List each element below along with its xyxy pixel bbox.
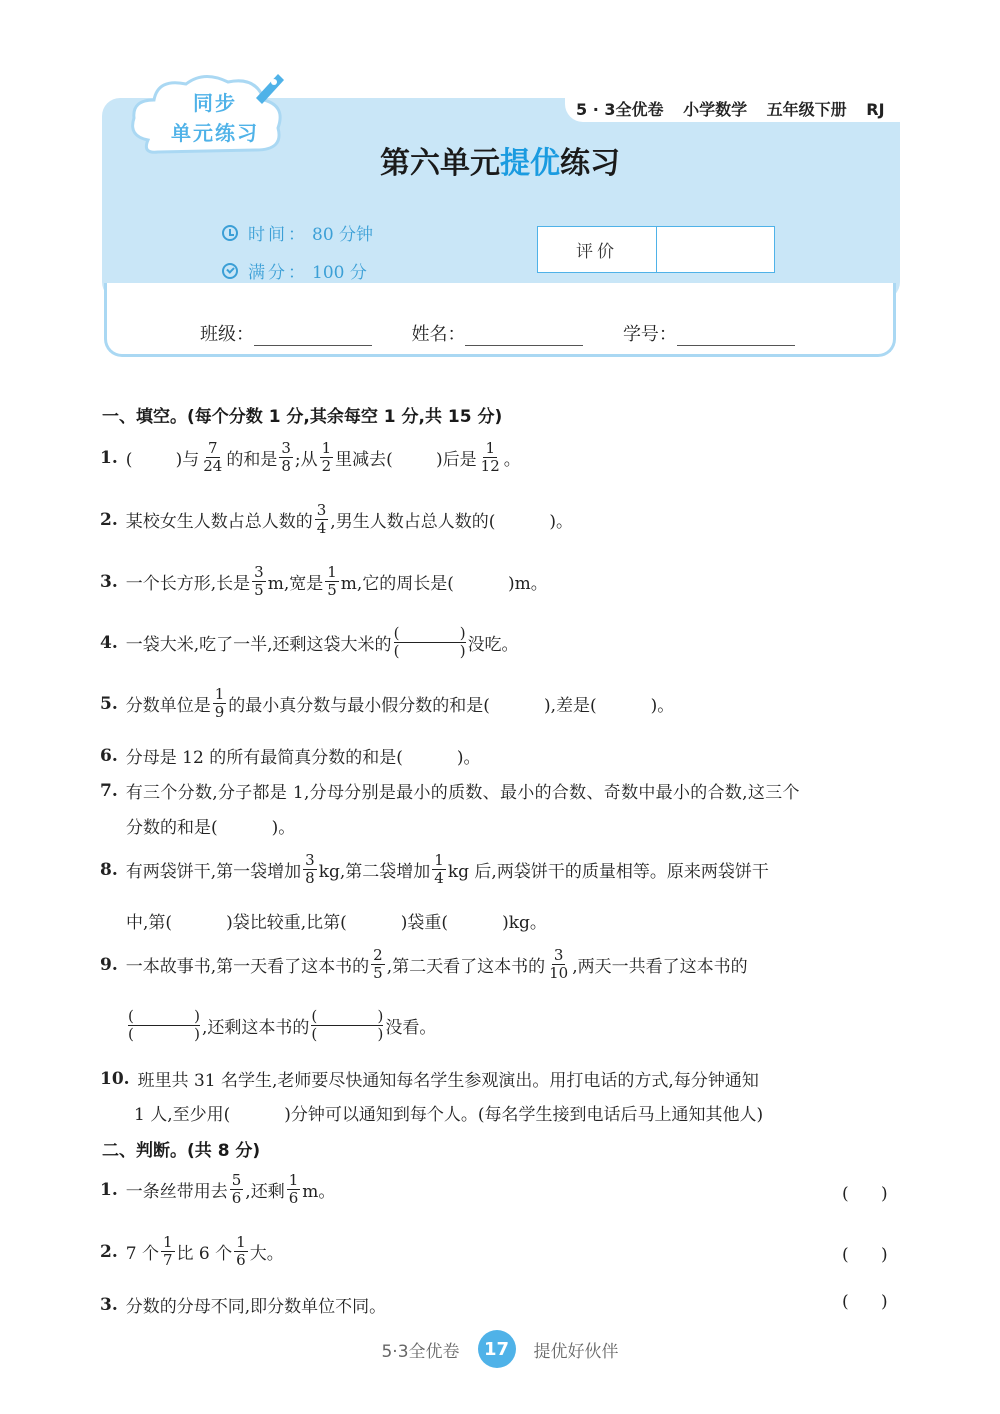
name-label: 姓名： — [411, 324, 466, 345]
numerator: 3 — [254, 563, 264, 581]
denominator: 8 — [305, 869, 315, 887]
question-number: 3. — [100, 571, 118, 592]
numerator: 1 — [236, 1233, 246, 1251]
page-number: 17 — [478, 1330, 516, 1368]
answer-blank[interactable]: ( ) — [842, 1184, 888, 1204]
score-label: 满分： — [248, 263, 308, 283]
denominator: 5 — [373, 964, 383, 982]
name-field[interactable] — [465, 325, 583, 346]
question-text: 一个长方形,长是 — [125, 574, 251, 594]
question-text: m,宽是 — [267, 574, 324, 594]
fraction — [234, 1234, 248, 1269]
judge-question-3 — [100, 1292, 386, 1317]
fraction — [320, 440, 334, 475]
page-title — [0, 138, 1000, 182]
question-1 — [100, 440, 521, 475]
fraction — [432, 852, 446, 887]
question-number: 6. — [100, 745, 118, 766]
question-text: 没吃。 — [467, 635, 519, 655]
id-label: 学号： — [622, 324, 677, 345]
time-value: 80 分钟 — [312, 225, 374, 245]
question-text: 有两袋饼干,第一袋增加 — [125, 862, 302, 882]
question-2 — [100, 502, 573, 537]
fraction — [315, 502, 329, 537]
question-number: 7. — [100, 780, 118, 801]
denominator: 5 — [254, 581, 264, 599]
question-text: 。 — [503, 450, 521, 470]
question-text: 中,第( )袋比较重,比第( )袋重( )kg。 — [126, 913, 547, 933]
question-3 — [100, 564, 548, 599]
denominator: 6 — [231, 1189, 242, 1207]
question-text: 分母是 12 的所有最简真分数的和是( )。 — [125, 748, 481, 768]
numerator: 3 — [553, 946, 564, 964]
section-title: 一、填空。(每个分数 1 分,其余每空 1 分,共 15 分) — [102, 407, 503, 427]
question-text: ;从 — [294, 450, 318, 470]
question-number: 9. — [100, 954, 118, 975]
numerator: 1 — [434, 851, 444, 869]
numerator: 1 — [321, 439, 332, 457]
grade: 五年级下册 — [766, 100, 847, 119]
question-text: 有三个分数,分子都是 1,分母分别是最小的质数、最小的合数、奇数中最小的合数,这三个 — [125, 783, 800, 803]
fraction — [371, 947, 385, 982]
denominator: 6 — [288, 1189, 299, 1207]
section-title: 二、判断。(共 8 分) — [102, 1141, 261, 1161]
question-text: 7 个 — [125, 1244, 159, 1264]
question-text: 分数的分母不同,即分数单位不同。 — [125, 1297, 387, 1317]
denominator: 8 — [281, 457, 291, 475]
fraction — [287, 1172, 301, 1207]
question-text: 一本故事书,第一天看了这本书的 — [125, 957, 370, 977]
question-text: 没看。 — [385, 1018, 437, 1038]
question-text: ,男生人数占总人数的( )。 — [330, 512, 574, 532]
time-label: 时间： — [248, 225, 308, 245]
check-icon — [222, 263, 238, 279]
class-field[interactable] — [254, 325, 372, 346]
badge-line1: 同步 — [193, 91, 237, 115]
question-number: 2. — [100, 509, 118, 530]
blank-fraction[interactable]: ( ) ( ) — [128, 1007, 200, 1043]
question-number: 8. — [100, 859, 118, 880]
numerator: 1 — [288, 1171, 299, 1189]
denominator: 6 — [236, 1251, 246, 1269]
footer-series: 5·3全优卷 — [381, 1341, 460, 1362]
blank-fraction[interactable]: ( ) ( ) — [311, 1007, 384, 1043]
question-number: 1. — [100, 1179, 118, 1200]
student-id-field[interactable] — [677, 325, 795, 346]
eval-label: 评价 — [538, 227, 657, 272]
numerator: 5 — [231, 1171, 242, 1189]
denominator: 2 — [321, 457, 332, 475]
question-7-cont — [126, 813, 295, 838]
fraction — [547, 947, 570, 982]
question-text: 分数的和是( )。 — [126, 818, 296, 838]
denominator: 4 — [434, 869, 444, 887]
question-9 — [100, 947, 748, 982]
question-text: 1 人,至少用( )分钟可以通知到每个人。(每名学生接到电话后马上通知其他人) — [134, 1105, 764, 1125]
question-10 — [100, 1066, 759, 1091]
question-text: ,还剩 — [245, 1182, 285, 1202]
denominator: 10 — [549, 964, 569, 982]
question-text: ,第二天看了这本书的 — [386, 957, 546, 977]
denominator: 9 — [214, 703, 225, 721]
question-6 — [100, 743, 481, 768]
denominator: 24 — [203, 457, 223, 475]
question-number: 2. — [100, 1241, 118, 1262]
question-4 — [100, 625, 519, 660]
fraction — [252, 564, 266, 599]
edition: RJ — [866, 100, 885, 119]
denominator: 7 — [162, 1251, 173, 1269]
title-post: 练习 — [560, 146, 620, 181]
question-text: ( )与 — [125, 450, 200, 470]
score-row — [222, 258, 367, 283]
numerator: 1 — [327, 563, 337, 581]
student-info-row — [200, 320, 795, 346]
question-text: 班里共 31 名学生,老师要尽快通知每名学生参观演出。用打电话的方式,每分钟通知 — [137, 1071, 759, 1091]
fraction — [325, 564, 339, 599]
answer-blank[interactable]: ( ) — [842, 1292, 888, 1312]
subject: 小学数学 — [683, 100, 748, 119]
question-text: 某校女生人数占总人数的 — [125, 512, 313, 532]
evaluation-box — [537, 226, 775, 273]
fraction — [230, 1172, 244, 1207]
title-highlight: 提优 — [500, 146, 560, 181]
question-7 — [100, 778, 800, 803]
question-text: kg,第二袋增加 — [318, 862, 431, 882]
footer-slogan: 提优好伙伴 — [533, 1341, 619, 1362]
question-number: 4. — [100, 632, 118, 653]
question-number: 3. — [100, 1294, 118, 1315]
question-number: 1. — [100, 447, 118, 468]
question-text: 的和是 — [226, 450, 278, 470]
series-name: 5 · 3全优卷 — [576, 100, 664, 119]
question-text: 大。 — [249, 1244, 284, 1264]
fraction — [161, 1234, 175, 1269]
judge-question-2 — [100, 1234, 284, 1269]
question-5 — [100, 686, 674, 721]
answer-blank[interactable]: ( ) — [842, 1245, 888, 1265]
blank-fraction[interactable]: ( ) ( ) — [393, 624, 466, 660]
numerator: 3 — [281, 439, 291, 457]
eval-field[interactable] — [657, 227, 774, 272]
question-9-cont — [126, 1008, 436, 1043]
badge-line2: 单元练习 — [171, 121, 259, 145]
question-text: ,还剩这本书的 — [202, 1018, 310, 1038]
question-text: m。 — [302, 1182, 336, 1202]
fraction — [201, 440, 224, 475]
denominator: 4 — [316, 519, 327, 537]
question-text: 里减去( )后是 — [335, 450, 477, 470]
class-label: 班级： — [200, 324, 254, 345]
denominator: 12 — [480, 457, 500, 475]
numerator: 1 — [162, 1233, 173, 1251]
time-row — [222, 220, 373, 245]
fraction — [479, 440, 502, 475]
question-text: 的最小真分数与最小假分数的和是( ),差是( )。 — [228, 696, 675, 716]
question-text: 一袋大米,吃了一半,还剩这袋大米的 — [125, 635, 392, 655]
fraction — [213, 686, 227, 721]
question-8 — [100, 852, 769, 887]
numerator: 3 — [316, 501, 327, 519]
judge-question-1 — [100, 1172, 335, 1207]
question-text: 分数单位是 — [125, 696, 211, 716]
page-footer — [0, 1330, 1000, 1368]
fraction — [303, 852, 317, 887]
question-text: 一条丝带用去 — [125, 1182, 228, 1202]
numerator: 1 — [214, 685, 225, 703]
fraction — [279, 440, 293, 475]
question-number: 10. — [100, 1068, 130, 1089]
question-10-cont — [134, 1100, 763, 1125]
denominator: 5 — [327, 581, 337, 599]
numerator: 3 — [305, 851, 315, 869]
question-text: kg 后,两袋饼干的质量相等。原来两袋饼干 — [447, 862, 769, 882]
question-text: m,它的周长是( )m。 — [340, 574, 548, 594]
numerator: 1 — [485, 439, 495, 457]
title-pre: 第六单元 — [380, 146, 500, 181]
question-text: 比 6 个 — [176, 1244, 233, 1264]
clock-icon — [222, 225, 238, 241]
question-8-cont — [126, 908, 547, 933]
numerator: 7 — [208, 439, 218, 457]
question-number: 5. — [100, 693, 118, 714]
numerator: 2 — [373, 946, 383, 964]
score-value: 100 分 — [312, 263, 367, 283]
question-text: ,两天一共看了这本书的 — [572, 957, 748, 977]
series-info — [576, 97, 899, 120]
